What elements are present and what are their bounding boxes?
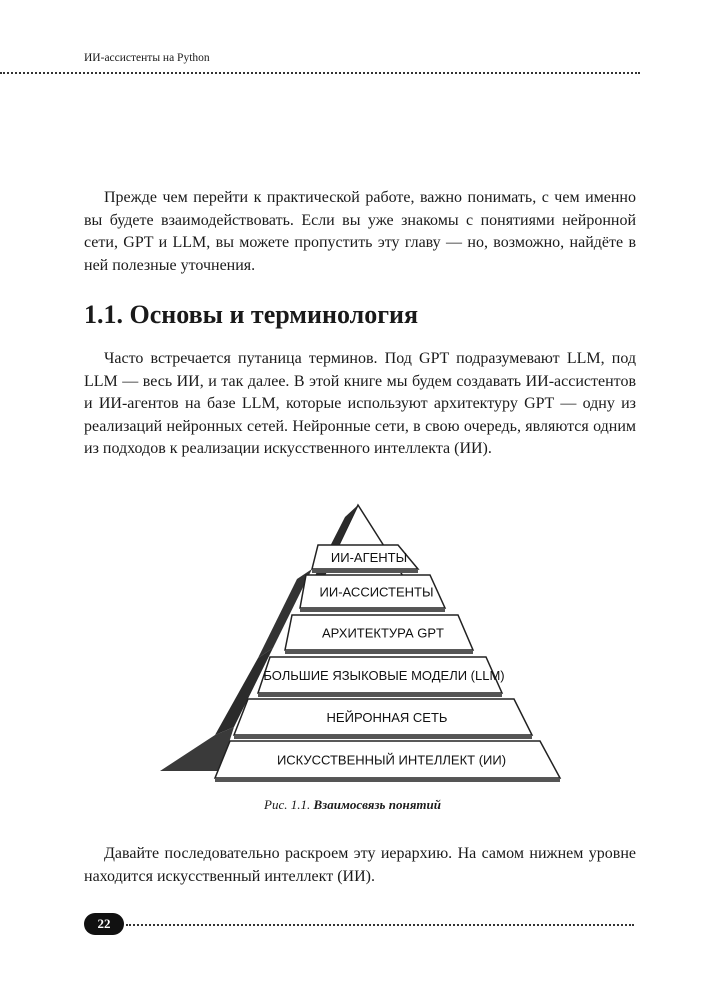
pyramid-tiers (215, 545, 560, 782)
pyramid-tier-label: НЕЙРОННАЯ СЕТЬ (326, 710, 448, 725)
pyramid-tier-band (312, 569, 418, 573)
pyramid-tier-label: ИИ-АССИСТЕНТЫ (319, 584, 434, 600)
pyramid-tier-band (285, 650, 473, 654)
closing-paragraph: Давайте последовательно раскроем эту иерархию. На самом нижнем уровне находится искусственный интеллект (ИИ). (84, 845, 636, 885)
running-title: ИИ-ассистенты на Python (84, 52, 210, 64)
intro-paragraph: Прежде чем перейти к практической работе, важно понимать, с чем именно вы будете взаимодействовать. Если вы уже знакомы с понятиями нейронной сети, GPT и LLM, вы можете пропустить эту главу — но, возможно, найдёте в ней полезные уточнения. (84, 189, 636, 274)
pyramid-tier-label: АРХИТЕКТУРА GPT (322, 625, 444, 641)
pyramid-tier-band (215, 778, 560, 782)
pyramid-tier-label: ИСКУССТВЕННЫЙ ИНТЕЛЛЕКТ (ИИ) (276, 752, 507, 768)
footer-rule (126, 924, 634, 926)
section-heading: 1.1. Основы и терминология (84, 300, 419, 329)
page-number-badge: 22 (84, 913, 124, 935)
pyramid-tier-label: ИИ-АГЕНТЫ (330, 550, 408, 565)
caption-title: Взаимосвязь понятий (313, 797, 441, 812)
pyramid-tier-label: БОЛЬШИЕ ЯЗЫКОВЫЕ МОДЕЛИ (LLM) (263, 668, 505, 683)
figure-caption (0, 797, 705, 813)
pyramid-tier-band (300, 608, 445, 612)
pyramid-tier-band (258, 693, 502, 697)
section-paragraph: Часто встречается путаница терминов. Под GPT подразумевают LLM, под LLM — весь ИИ, и так далее. В этой книге мы будем создавать ИИ-ассистентов и ИИ-агентов на базе LLM, которые используют архитектуру GPT — одну из реализаций нейронных сетей. Нейронные сети, в свою очередь, являются одним из подходов к реализации искусственного интеллекта (ИИ). (84, 350, 636, 457)
header-rule (0, 72, 640, 74)
concept-pyramid-figure (140, 495, 565, 785)
pyramid-tier-band (234, 735, 532, 739)
caption-label: Рис. 1.1. (264, 797, 311, 812)
